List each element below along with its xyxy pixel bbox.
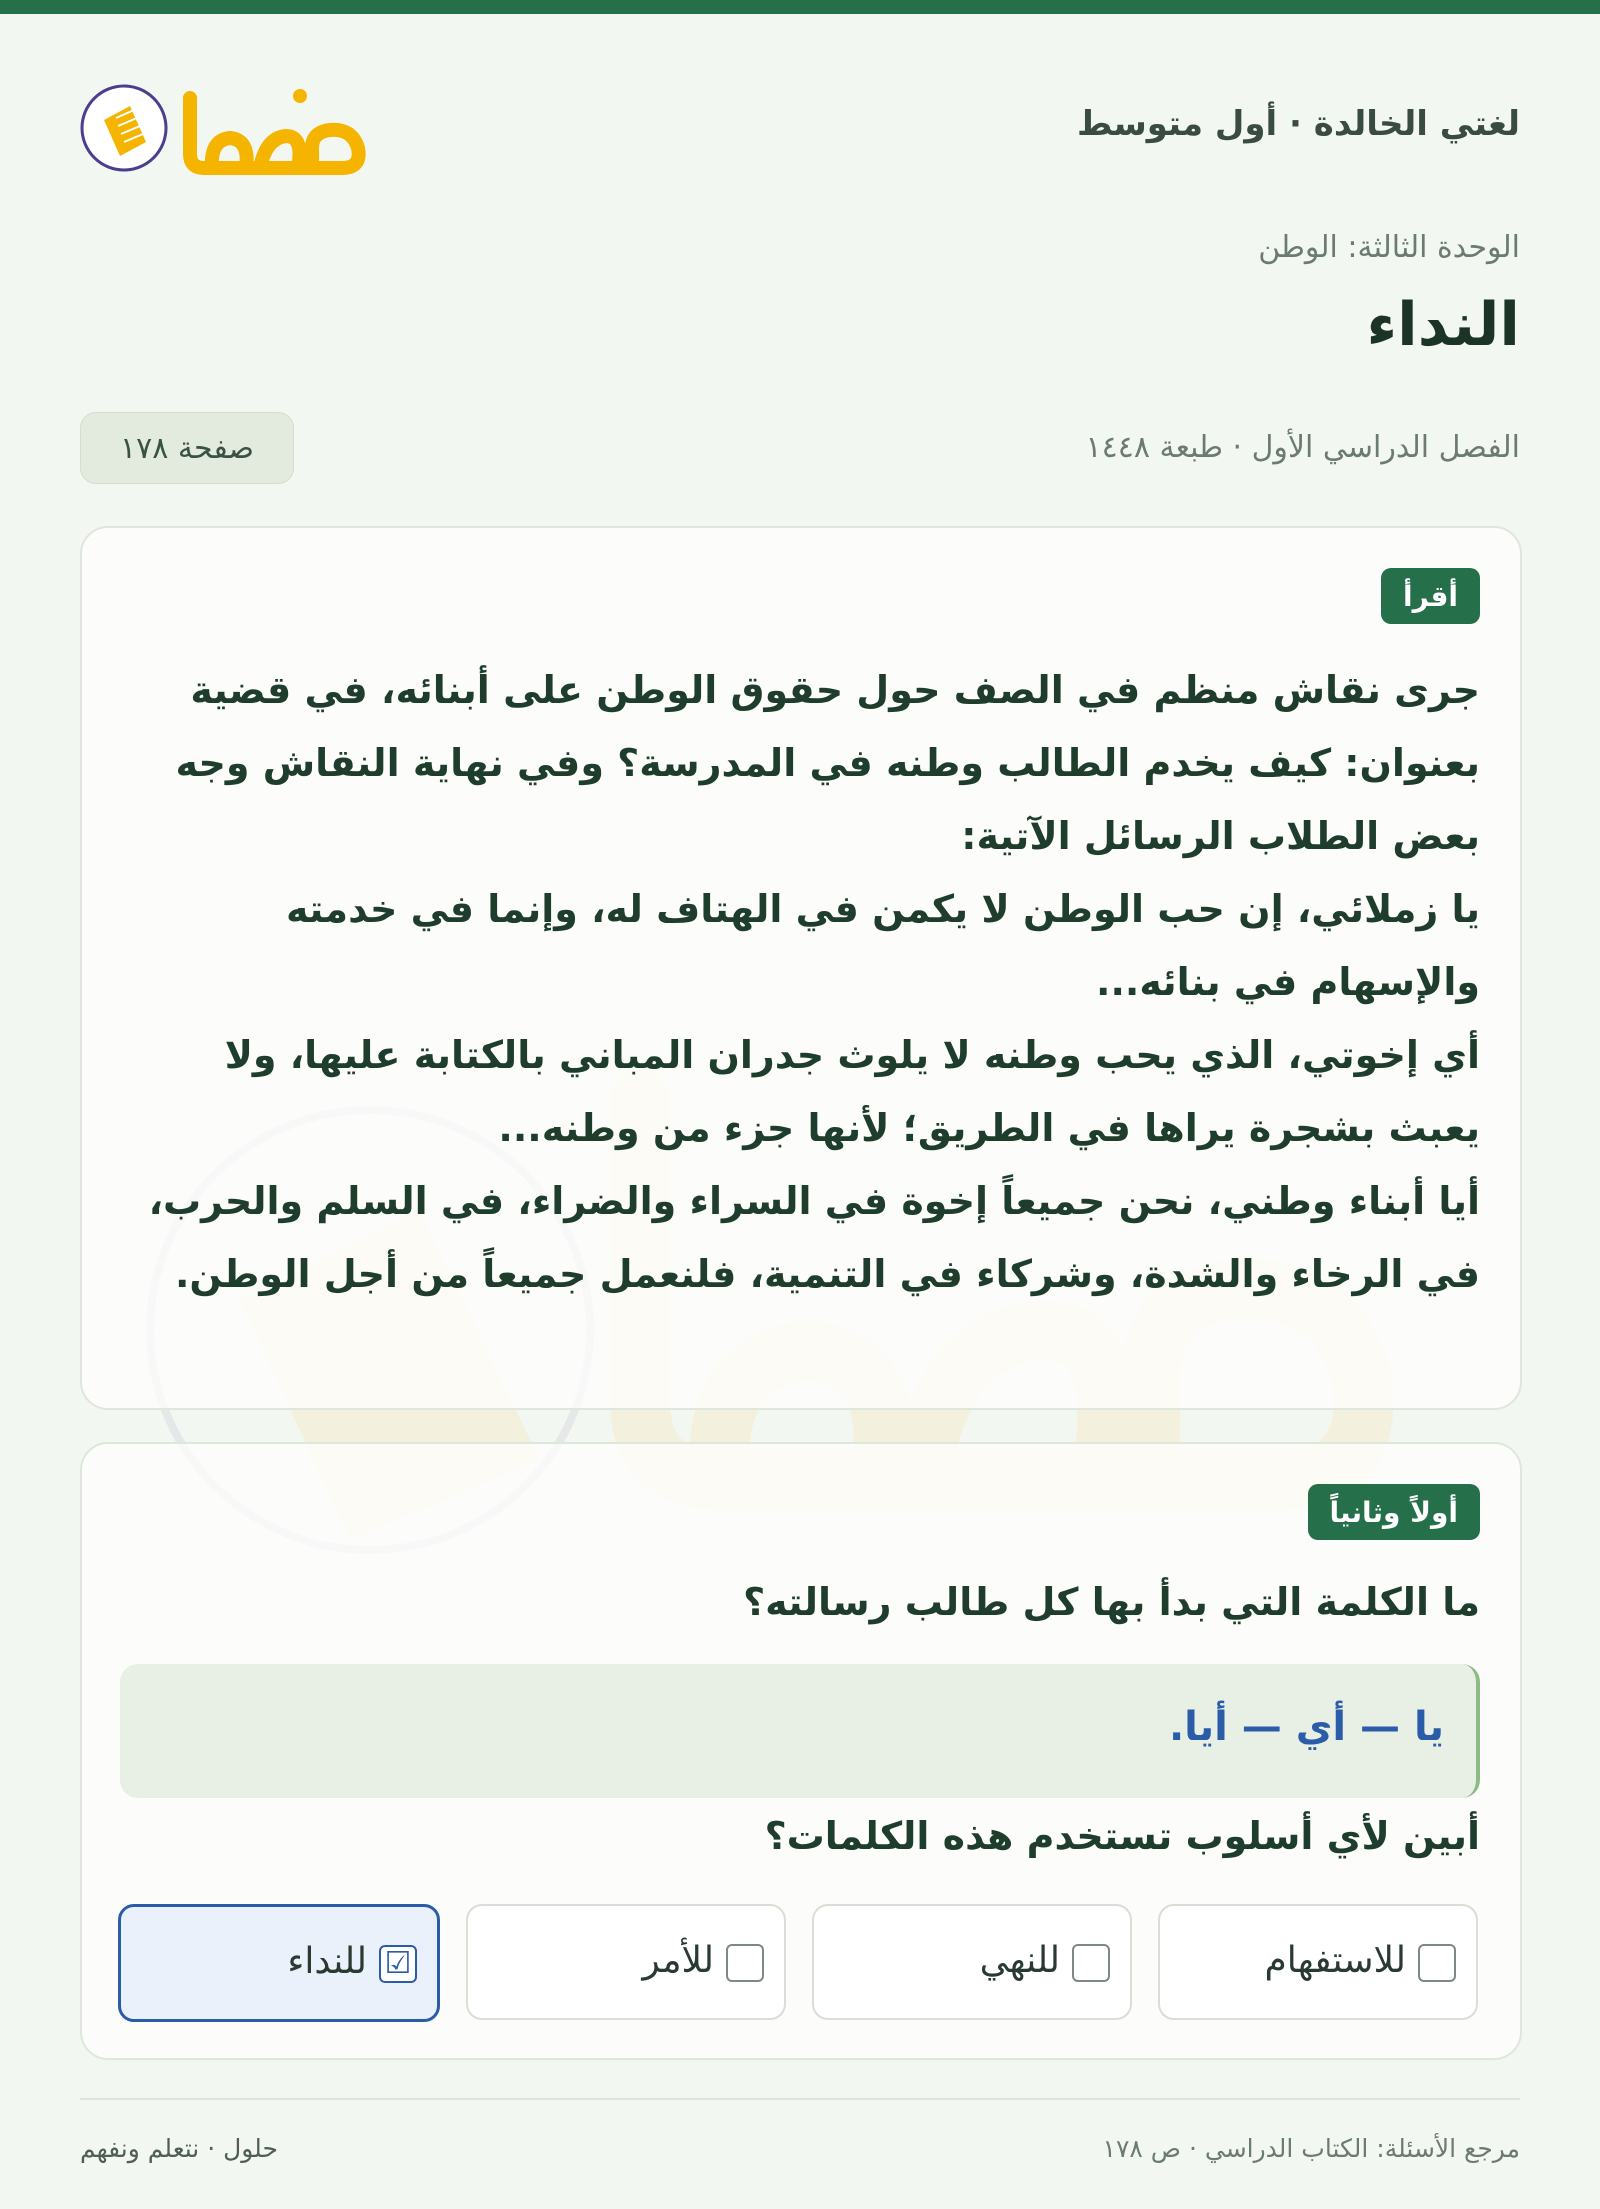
read-tag: أقرأ <box>1381 568 1480 624</box>
passage-message-1: يا زملائي، إن حب الوطن لا يكمن في الهتاف له، وإنما في خدمته والإسهام في بنائه... <box>286 887 1480 1004</box>
option-interrogative[interactable] <box>1158 1904 1478 2020</box>
page-header <box>80 62 1520 192</box>
question-second: أبين لأي أسلوب تستخدم هذه الكلمات؟ <box>764 1814 1480 1858</box>
checkbox[interactable] <box>1072 1944 1110 1982</box>
passage-message-3: أيا أبناء وطني، نحن جميعاً إخوة في السراء والضراء، في السلم والحرب، في الرخاء والشدة، وشركاء في التنمية، فلنعمل جميعاً من أجل الوطن. <box>148 1179 1480 1296</box>
checkbox-checked-icon[interactable]: ☑ <box>379 1945 417 1983</box>
questions-tag: أولاً وثانياً <box>1308 1484 1481 1540</box>
option-vocative[interactable] <box>118 1904 440 2022</box>
option-prohibition[interactable] <box>812 1904 1132 2020</box>
term-edition: الفصل الدراسي الأول · طبعة ١٤٤٨ <box>1085 430 1520 465</box>
question-first: ما الكلمة التي بدأ بها كل طالب رسالته؟ <box>743 1580 1480 1624</box>
book-emblem-icon <box>82 86 166 170</box>
footer-reference: مرجع الأسئلة: الكتاب الدراسي · ص ١٧٨ <box>1102 2134 1520 2163</box>
questions-card <box>80 1442 1522 2060</box>
footer-divider <box>80 2098 1520 2100</box>
unit-label: الوحدة الثالثة: الوطن <box>1258 230 1520 265</box>
lesson-title: النداء <box>1366 290 1520 360</box>
option-label: للنهي <box>979 1940 1060 1981</box>
page-number-badge[interactable]: صفحة ١٧٨ <box>80 412 294 484</box>
reading-card <box>80 526 1522 1410</box>
checkbox[interactable] <box>1418 1944 1456 1982</box>
passage-message-2: أي إخوتي، الذي يحب وطنه لا يلوث جدران المباني بالكتابة عليها، ولا يعبث بشجرة يراها في الطريق؛ لأنها جزء من وطنه... <box>224 1033 1480 1150</box>
option-label: للنداء <box>287 1941 367 1982</box>
footer-brand: حلول · نتعلم ونفهم <box>80 2134 278 2163</box>
top-accent-bar <box>0 0 1600 14</box>
answer-box <box>120 1664 1480 1798</box>
answer-text: يا — أي — أيا. <box>1168 1704 1444 1750</box>
checkbox[interactable] <box>726 1944 764 1982</box>
subject-title: لغتي الخالدة · أول متوسط <box>1076 104 1520 144</box>
passage-intro: جرى نقاش منظم في الصف حول حقوق الوطن على أبنائه، في قضية بعنوان: كيف يخدم الطالب وطنه في المدرسة؟ وفي نهاية النقاش وجه بعض الطلاب الرسائل الآتية: <box>175 668 1480 858</box>
reading-passage <box>120 654 1480 1311</box>
answer-options <box>122 1904 1478 2020</box>
option-label: للأمر <box>642 1940 714 1981</box>
hulul-logo[interactable] <box>80 68 370 186</box>
option-label: للاستفهام <box>1264 1940 1406 1981</box>
option-command[interactable] <box>466 1904 786 2020</box>
